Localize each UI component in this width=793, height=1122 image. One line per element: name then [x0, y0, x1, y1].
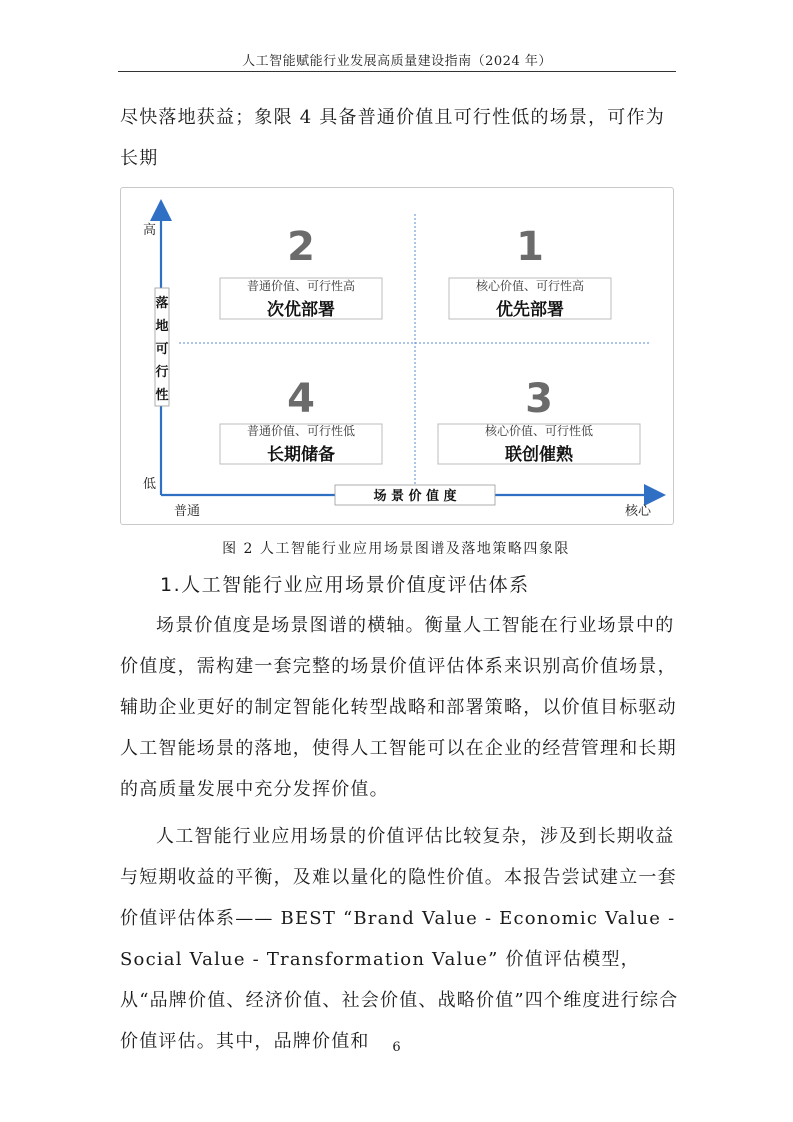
body-paragraph: 场景价值度是场景图谱的横轴。衡量人工智能在行业场景中的价值度，需构建一套完整的场景价值评估体系来识别高价值场景，辅助企业更好的制定智能化转型战略和部署策略，以价值目标驱动人工智能场景的落地，使得人工智能可以在企业的经营管理和长期的高质量发展中充分发挥价值。 [120, 615, 677, 800]
quadrant-name: 长期储备 [267, 445, 335, 465]
quadrant-number: 2 [287, 224, 315, 270]
body-paragraph: 人工智能行业应用场景的价值评估比较复杂，涉及到长期收益与短期收益的平衡，及难以量化的隐性价值。本报告尝试建立一套价值评估体系—— BEST “Brand Value - Economic Value - Social Value - Transformation Value” 价值评估模型，从“品牌价值、经济价值、社会价值、战略价值”四个维度进行综合价值评估。其中，品牌价值和 [120, 826, 679, 1052]
quadrant-number: 1 [516, 224, 544, 270]
quadrant-desc: 核心价值、可行性低 [484, 424, 594, 438]
quadrant-name: 次优部署 [267, 300, 335, 320]
y-axis-title-char: 地 [155, 319, 169, 334]
x-axis-low-label: 普通 [174, 504, 201, 519]
intro-line-1: 尽快落地获益；象限 4 具备普通价值且可行性低的场景，可作为长期 [120, 107, 665, 169]
x-axis-title: 场 景 价 值 度 [373, 489, 457, 504]
section-heading: 1.人工智能行业应用场景价值度评估体系 [160, 574, 530, 596]
quadrant-figure [120, 187, 674, 525]
x-axis-high-label: 核心 [625, 504, 652, 519]
quadrant-desc: 普通价值、可行性高 [246, 279, 356, 293]
quadrant-diagram [121, 188, 673, 524]
figure-caption: 图 2 人工智能行业应用场景图谱及落地策略四象限 [222, 541, 570, 557]
y-axis-title-char: 落 [155, 296, 169, 311]
y-axis-title-char: 性 [155, 388, 169, 403]
quadrant-name: 联创催熟 [505, 445, 573, 465]
quadrant-desc: 核心价值、可行性高 [475, 279, 585, 293]
quadrant-number: 3 [525, 376, 553, 422]
header-rule [118, 71, 676, 72]
y-axis-high-label: 高 [143, 223, 157, 238]
running-header: 人工智能赋能行业发展高质量建设指南（2024 年） [242, 54, 552, 69]
y-axis-low-label: 低 [143, 477, 157, 492]
quadrant-desc: 普通价值、可行性低 [246, 424, 356, 438]
y-axis-title-char: 可 [155, 342, 169, 357]
y-axis-title-char: 行 [155, 365, 169, 380]
quadrant-name: 优先部署 [496, 300, 564, 320]
page-number: 6 [392, 1040, 401, 1055]
quadrant-number: 4 [287, 376, 315, 422]
